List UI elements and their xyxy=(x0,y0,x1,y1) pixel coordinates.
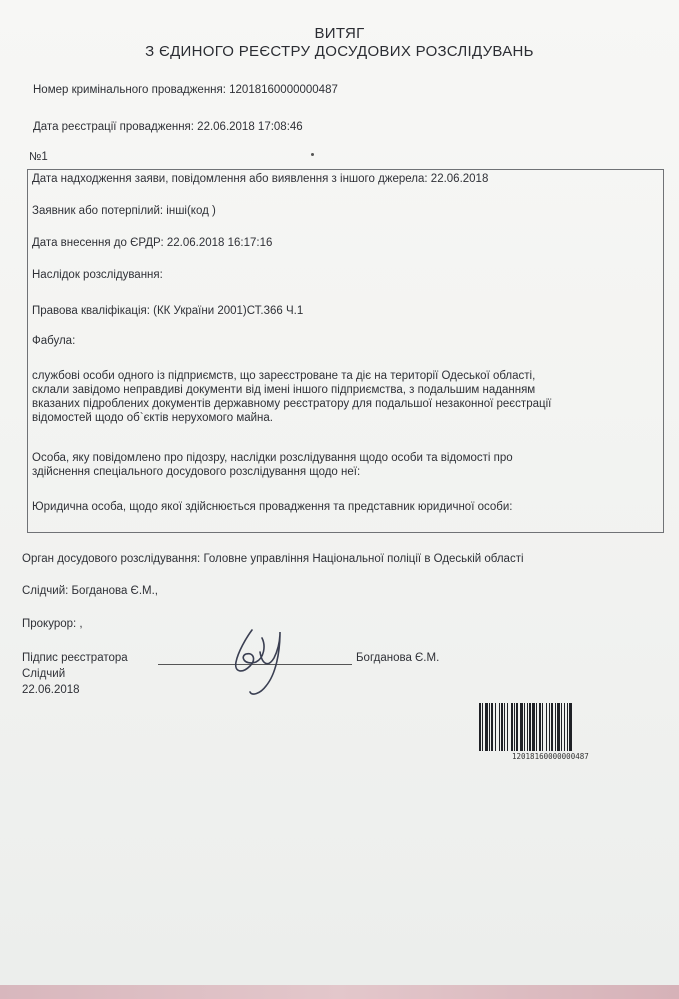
investigator: Слідчий: Богданова Є.М., xyxy=(22,585,158,597)
document-title: ВИТЯГ xyxy=(314,25,365,42)
suspect-line: здійснення спеціального досудового розслідування щодо неї: xyxy=(32,466,361,478)
barcode-number: 12018160000000487 xyxy=(512,752,589,761)
suspect-info xyxy=(32,451,657,479)
registration-date: Дата реєстрації провадження: 22.06.2018 17:08:46 xyxy=(33,121,303,133)
suspect-line: Особа, яку повідомлено про підозру, наслідки розслідування щодо особи та відомості про xyxy=(32,452,513,464)
fabula-line: службові особи одного із підприємств, що зареєстроване та діє на території Одеської області, xyxy=(32,370,536,382)
background-edge xyxy=(0,985,679,999)
investigation-result: Наслідок розслідування: xyxy=(32,269,163,281)
fabula-line: вказаних підроблених документів державному реєстратору для подальшої незаконної реєстрації xyxy=(32,398,552,410)
fabula-text xyxy=(32,369,657,425)
fabula-label: Фабула: xyxy=(32,335,76,347)
document-subtitle: З ЄДИНОГО РЕЄСТРУ ДОСУДОВИХ РОЗСЛІДУВАНЬ xyxy=(145,43,534,60)
barcode xyxy=(479,703,655,751)
registrar-role: Слідчий xyxy=(22,668,66,680)
case-number: Номер кримінального провадження: 12018160000000487 xyxy=(33,84,338,96)
statement-date: Дата надходження заяви, повідомлення або виявлення з іншого джерела: 22.06.2018 xyxy=(32,173,489,185)
erdr-date: Дата внесення до ЄРДР: 22.06.2018 16:17:16 xyxy=(32,237,273,249)
legal-qualification: Правова кваліфікація: (КК України 2001)СТ.366 Ч.1 xyxy=(32,305,304,317)
ink-dot xyxy=(311,153,314,156)
investigation-agency: Орган досудового розслідування: Головне управління Національної поліції в Одеській області xyxy=(22,553,524,565)
signature-date: 22.06.2018 xyxy=(22,684,80,696)
entry-box xyxy=(27,169,664,533)
registrar-signature-label: Підпис реєстратора xyxy=(22,652,128,664)
entry-number: №1 xyxy=(29,151,48,163)
fabula-line: відомостей щодо об`єктів нерухомого майна. xyxy=(32,412,274,424)
registrar-name: Богданова Є.М. xyxy=(356,652,440,664)
fabula-line: склали завідомо неправдиві документи від імені іншого підприємства, з подальшим наданням xyxy=(32,384,536,396)
prosecutor: Прокурор: , xyxy=(22,618,83,630)
legal-entity: Юридична особа, щодо якої здійснюється провадження та представник юридичної особи: xyxy=(32,501,513,513)
applicant: Заявник або потерпілий: інші(код ) xyxy=(32,205,216,217)
handwritten-signature xyxy=(222,622,292,702)
